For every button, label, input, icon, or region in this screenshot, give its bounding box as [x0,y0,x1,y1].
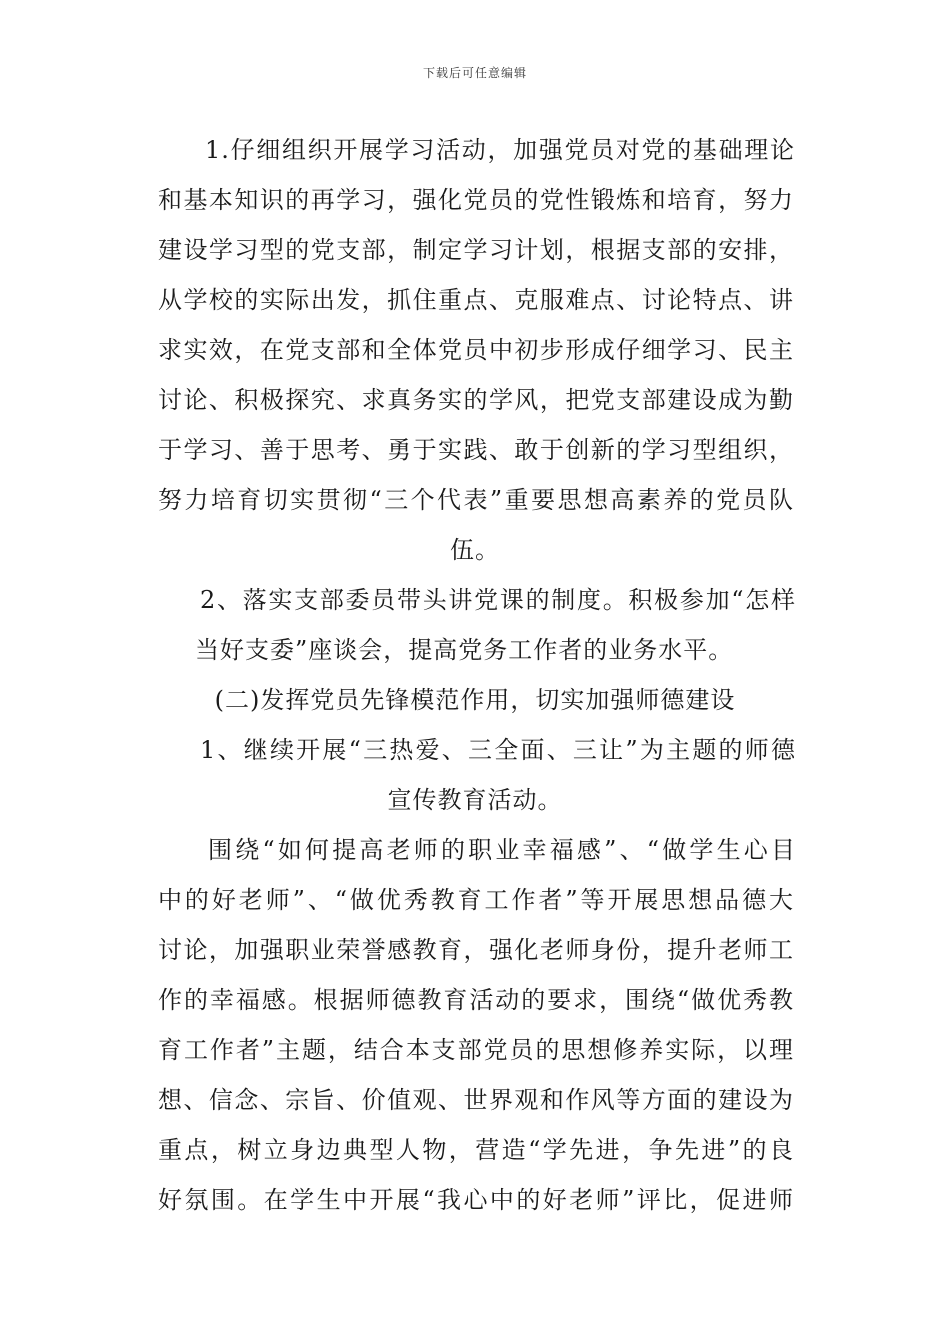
paragraph-line: 育工作者”主题，结合本支部党员的思想修养实际，以理 [158,1036,794,1064]
paragraph-line: 从学校的实际出发，抓住重点、克服难点、讨论特点、讲 [158,286,794,314]
paragraph-line: 求实效，在党支部和全体党员中初步形成仔细学习、民主 [158,336,794,364]
paragraph-line: 讨论，加强职业荣誉感教育，强化老师身份，提升老师工 [158,936,794,964]
paragraph-line: 努力培育切实贯彻“三个代表”重要思想高素养的党员队 [158,486,794,514]
paragraph-line: 建设学习型的党支部，制定学习计划，根据支部的安排， [158,236,794,264]
paragraph-line: 宣传教育活动。 [387,786,563,814]
paragraph-line: 讨论、积极探究、求真务实的学风，把党支部建设成为勤 [158,386,794,414]
paragraph-line: 作的幸福感。根据师德教育活动的要求，围绕“做优秀教 [158,986,794,1014]
page-header: 下载后可任意编辑 [422,66,527,80]
paragraph-line: 伍。 [450,536,500,564]
paragraph-line: 想、信念、宗旨、价值观、世界观和作风等方面的建设为 [158,1086,794,1114]
paragraph-line: 2、落实支部委员带头讲党课的制度。积极参加“怎样 [200,586,796,614]
paragraph-line: 当好支委”座谈会，提高党务工作者的业务水平。 [195,636,734,664]
paragraph-line: 和基本知识的再学习，强化党员的党性锻炼和培育，努力 [158,186,794,214]
paragraph-line: 于学习、善于思考、勇于实践、敢于创新的学习型组织， [158,436,794,464]
paragraph-line: 1.仔细组织开展学习活动，加强党员对党的基础理论 [205,136,795,164]
paragraph-line: 中的好老师”、“做优秀教育工作者”等开展思想品德大 [158,886,794,914]
paragraph-line: 重点，树立身边典型人物，营造“学先进，争先进”的良 [158,1136,794,1164]
section-heading: (二)发挥党员先锋模范作用，切实加强师德建设 [214,686,736,714]
paragraph-line: 围绕“如何提高老师的职业幸福感”、“做学生心目 [208,836,796,864]
paragraph-line: 1、继续开展“三热爱、三全面、三让”为主题的师德 [200,736,796,764]
paragraph-line: 好氛围。在学生中开展“我心中的好老师”评比，促进师 [158,1186,794,1214]
